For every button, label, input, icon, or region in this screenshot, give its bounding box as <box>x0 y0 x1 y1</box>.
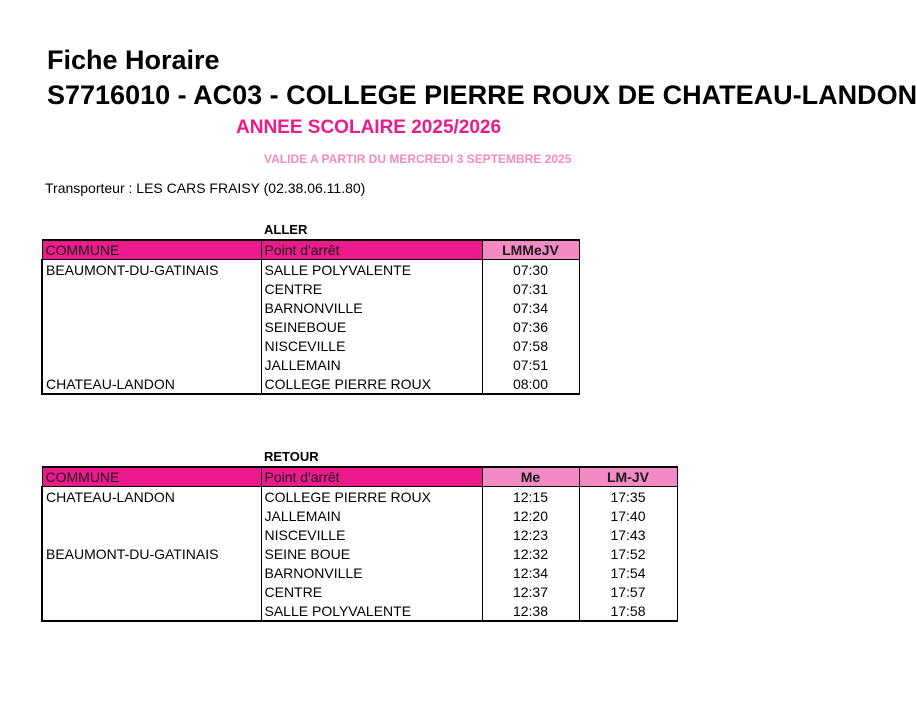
time-header: Me <box>482 467 579 487</box>
commune-cell: CHATEAU-LANDON <box>42 374 261 394</box>
commune-cell <box>42 601 261 621</box>
commune-cell: CHATEAU-LANDON <box>42 487 261 507</box>
time-cell: 07:36 <box>482 317 579 336</box>
stop-cell: CENTRE <box>261 582 482 601</box>
stop-cell: BARNONVILLE <box>261 298 482 317</box>
table-row <box>42 601 677 621</box>
retour-rows <box>42 487 677 622</box>
commune-cell <box>42 317 261 336</box>
aller-rows <box>42 260 579 395</box>
commune-header: COMMUNE <box>42 467 261 487</box>
commune-cell <box>42 355 261 374</box>
school-year: ANNEE SCOLAIRE 2025/2026 <box>236 117 502 138</box>
commune-cell <box>42 298 261 317</box>
time-cell: 12:15 <box>482 487 579 507</box>
aller-header-row <box>42 240 579 260</box>
stop-cell: SEINEBOUE <box>261 317 482 336</box>
stop-cell: BARNONVILLE <box>261 563 482 582</box>
aller-timetable <box>41 239 580 395</box>
retour-section-title: RETOUR <box>264 449 319 464</box>
table-row <box>42 260 579 280</box>
time-header: LM-JV <box>579 467 677 487</box>
time-cell: 17:57 <box>579 582 677 601</box>
commune-cell <box>42 506 261 525</box>
stop-cell: JALLEMAIN <box>261 355 482 374</box>
time-cell: 12:23 <box>482 525 579 544</box>
time-cell: 07:58 <box>482 336 579 355</box>
retour-timetable <box>41 466 678 622</box>
table-row <box>42 525 677 544</box>
table-row <box>42 336 579 355</box>
time-cell: 17:58 <box>579 601 677 621</box>
validity-notice: VALIDE A PARTIR DU MERCREDI 3 SEPTEMBRE 2025 <box>264 152 572 166</box>
stop-cell: SEINE BOUE <box>261 544 482 563</box>
time-cell: 07:34 <box>482 298 579 317</box>
commune-cell <box>42 279 261 298</box>
stop-cell: NISCEVILLE <box>261 525 482 544</box>
time-cell: 17:35 <box>579 487 677 507</box>
time-cell: 07:51 <box>482 355 579 374</box>
stop-cell: CENTRE <box>261 279 482 298</box>
carrier-info: Transporteur : LES CARS FRAISY (02.38.06.11.80) <box>45 180 366 196</box>
commune-cell: BEAUMONT-DU-GATINAIS <box>42 260 261 280</box>
time-cell: 08:00 <box>482 374 579 394</box>
stop-header: Point d'arrêt <box>261 467 482 487</box>
time-cell: 07:31 <box>482 279 579 298</box>
time-cell: 12:37 <box>482 582 579 601</box>
table-row <box>42 582 677 601</box>
table-row <box>42 355 579 374</box>
table-row <box>42 544 677 563</box>
commune-cell <box>42 563 261 582</box>
time-cell: 12:34 <box>482 563 579 582</box>
time-cell: 12:32 <box>482 544 579 563</box>
time-header: LMMeJV <box>482 240 579 260</box>
line-title: S7716010 - AC03 - COLLEGE PIERRE ROUX DE CHATEAU-LANDON <box>47 80 917 110</box>
table-row <box>42 317 579 336</box>
commune-cell <box>42 582 261 601</box>
commune-cell <box>42 336 261 355</box>
time-cell: 17:43 <box>579 525 677 544</box>
time-cell: 17:52 <box>579 544 677 563</box>
page-title: Fiche Horaire <box>47 45 220 75</box>
table-row <box>42 298 579 317</box>
commune-cell <box>42 525 261 544</box>
table-row <box>42 374 579 394</box>
commune-cell: BEAUMONT-DU-GATINAIS <box>42 544 261 563</box>
time-cell: 07:30 <box>482 260 579 280</box>
time-cell: 12:38 <box>482 601 579 621</box>
table-row <box>42 563 677 582</box>
time-cell: 17:54 <box>579 563 677 582</box>
aller-section-title: ALLER <box>264 222 308 237</box>
stop-cell: SALLE POLYVALENTE <box>261 260 482 280</box>
time-cell: 17:40 <box>579 506 677 525</box>
stop-header: Point d'arrêt <box>261 240 482 260</box>
retour-header-row <box>42 467 677 487</box>
time-cell: 12:20 <box>482 506 579 525</box>
commune-header: COMMUNE <box>42 240 261 260</box>
table-row <box>42 279 579 298</box>
table-row <box>42 487 677 507</box>
stop-cell: SALLE POLYVALENTE <box>261 601 482 621</box>
stop-cell: COLLEGE PIERRE ROUX <box>261 487 482 507</box>
table-row <box>42 506 677 525</box>
stop-cell: NISCEVILLE <box>261 336 482 355</box>
stop-cell: COLLEGE PIERRE ROUX <box>261 374 482 394</box>
stop-cell: JALLEMAIN <box>261 506 482 525</box>
